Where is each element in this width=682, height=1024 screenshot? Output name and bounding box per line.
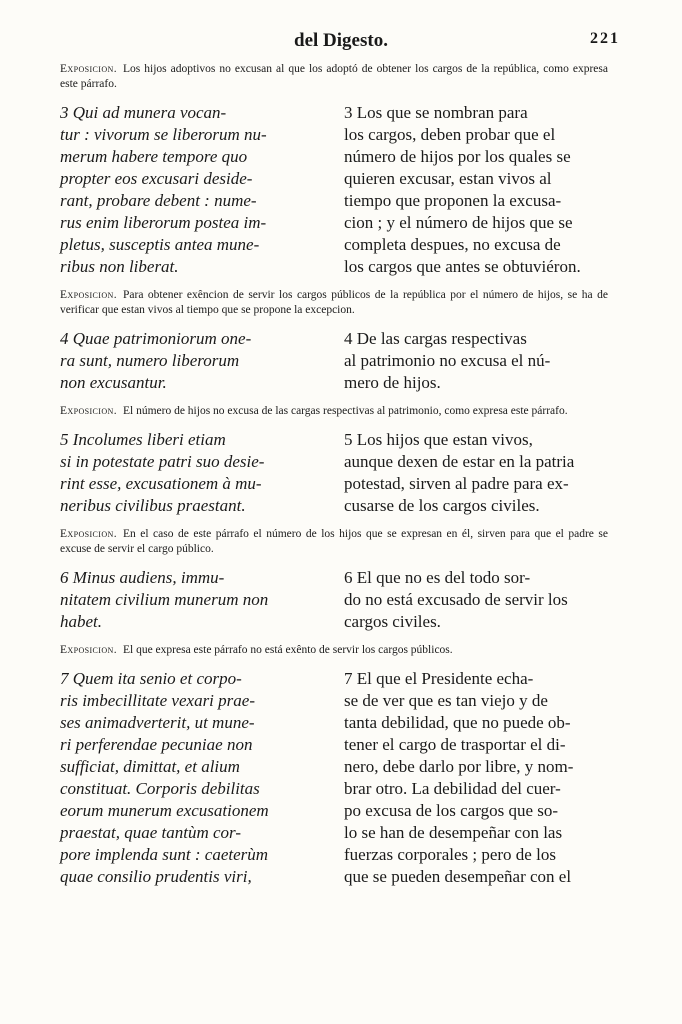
latin-column bbox=[60, 567, 322, 633]
paragraph-pair bbox=[60, 102, 608, 278]
latin-line: rus enim liberorum postea im- bbox=[60, 213, 267, 232]
spanish-line: fuerzas corporales ; pero de los bbox=[344, 845, 556, 864]
latin-line: rint esse, excusationem à mu- bbox=[60, 474, 262, 493]
paragraph-pair bbox=[60, 668, 608, 888]
spanish-line: los cargos que antes se obtuviéron. bbox=[344, 257, 581, 276]
spanish-column bbox=[344, 567, 608, 633]
latin-line: pore implenda sunt : caeterùm bbox=[60, 845, 269, 864]
spanish-line: se de ver que es tan viejo y de bbox=[344, 691, 548, 710]
latin-line: 7 Quem ita senio et corpo- bbox=[60, 669, 242, 688]
spanish-line: 4 De las cargas respectivas bbox=[344, 329, 527, 348]
exposicion-text: Los hijos adoptivos no excusan al que los adoptó de obtener los cargos de la república, como expresa este párrafo. bbox=[60, 63, 608, 90]
latin-line: sufficiat, dimittat, et alium bbox=[60, 757, 240, 776]
spanish-line: que se pueden desempeñar con el bbox=[344, 867, 572, 886]
latin-line: 4 Quae patrimoniorum one- bbox=[60, 329, 252, 348]
latin-column bbox=[60, 668, 322, 888]
exposicion-text: En el caso de este párrafo el número de los hijos que se expresan en él, sirven para que el padre se excuse de servir el cargo público. bbox=[60, 528, 608, 555]
spanish-line: nero, debe darlo por libre, y nom- bbox=[344, 757, 574, 776]
spanish-line: los cargos, deben probar que el bbox=[344, 125, 556, 144]
spanish-column bbox=[344, 668, 608, 888]
spanish-line: lo se han de desempeñar con las bbox=[344, 823, 563, 842]
latin-line: habet. bbox=[60, 612, 103, 631]
exposicion-paragraph bbox=[60, 288, 608, 318]
latin-line: ribus non liberat. bbox=[60, 257, 179, 276]
exposicion-label: Exposicion. bbox=[60, 289, 117, 301]
spanish-line: quieren excusar, estan vivos al bbox=[344, 169, 552, 188]
latin-line: merum habere tempore quo bbox=[60, 147, 248, 166]
spanish-line: aunque dexen de estar en la patria bbox=[344, 452, 575, 471]
latin-line: praestat, quae tantùm cor- bbox=[60, 823, 241, 842]
latin-line: constituat. Corporis debilitas bbox=[60, 779, 260, 798]
latin-line: ra sunt, numero liberorum bbox=[60, 351, 240, 370]
spanish-line: tener el cargo de trasportar el di- bbox=[344, 735, 566, 754]
latin-line: propter eos excusari deside- bbox=[60, 169, 253, 188]
exposicion-text: El que expresa este párrafo no está exênto de servir los cargos públicos. bbox=[122, 644, 453, 656]
exposicion-label: Exposicion. bbox=[60, 63, 117, 75]
spanish-line: tiempo que proponen la excusa- bbox=[344, 191, 562, 210]
paragraph-pair bbox=[60, 429, 608, 517]
spanish-line: cusarse de los cargos civiles. bbox=[344, 496, 540, 515]
exposicion-label: Exposicion. bbox=[60, 528, 117, 540]
exposicion-paragraph bbox=[60, 404, 608, 419]
latin-line: ri perferendae pecuniae non bbox=[60, 735, 253, 754]
latin-column bbox=[60, 429, 322, 517]
latin-line: 3 Qui ad munera vocan- bbox=[60, 103, 227, 122]
spanish-column bbox=[344, 429, 608, 517]
latin-line: 5 Incolumes liberi etiam bbox=[60, 430, 226, 449]
spanish-column bbox=[344, 102, 608, 278]
latin-column bbox=[60, 102, 322, 278]
running-title: del Digesto. bbox=[294, 30, 388, 51]
spanish-line: potestad, sirven al padre para ex- bbox=[344, 474, 569, 493]
latin-line: eorum munerum excusationem bbox=[60, 801, 269, 820]
latin-line: 6 Minus audiens, immu- bbox=[60, 568, 225, 587]
spanish-line: al patrimonio no excusa el nú- bbox=[344, 351, 551, 370]
exposicion-label: Exposicion. bbox=[60, 405, 117, 417]
exposicion-label: Exposicion. bbox=[60, 644, 117, 656]
latin-line: nitatem civilium munerum non bbox=[60, 590, 269, 609]
latin-line: quae consilio prudentis viri, bbox=[60, 867, 252, 886]
latin-line: ses animadverterit, ut mune- bbox=[60, 713, 255, 732]
latin-line: rant, probare debent : nume- bbox=[60, 191, 257, 210]
spanish-line: mero de hijos. bbox=[344, 373, 441, 392]
latin-line: ris imbecillitate vexari prae- bbox=[60, 691, 255, 710]
latin-line: pletus, susceptis antea mune- bbox=[60, 235, 260, 254]
spanish-line: número de hijos por los quales se bbox=[344, 147, 571, 166]
exposicion-text: Para obtener exêncion de servir los cargos públicos de la república por el número de hijos, se ha de verificar que estan vivos al tiempo que se propone la excepcion. bbox=[60, 289, 608, 316]
spanish-line: 6 El que no es del todo sor- bbox=[344, 568, 531, 587]
paragraph-pair bbox=[60, 567, 608, 633]
spanish-line: do no está excusado de servir los bbox=[344, 590, 568, 609]
latin-line: neribus civilibus praestant. bbox=[60, 496, 246, 515]
paragraph-pair bbox=[60, 328, 608, 394]
page-number: 221 bbox=[590, 30, 620, 47]
spanish-line: cargos civiles. bbox=[344, 612, 441, 631]
spanish-line: brar otro. La debilidad del cuer- bbox=[344, 779, 561, 798]
latin-line: non excusantur. bbox=[60, 373, 167, 392]
exposicion-text: El número de hijos no excusa de las cargas respectivas al patrimonio, como expresa este párrafo. bbox=[122, 405, 568, 417]
spanish-line: cion ; y el número de hijos que se bbox=[344, 213, 573, 232]
spanish-line: po excusa de los cargos que so- bbox=[344, 801, 559, 820]
latin-line: si in potestate patri suo desie- bbox=[60, 452, 265, 471]
exposicion-paragraph bbox=[60, 643, 608, 658]
spanish-line: tanta debilidad, que no puede ob- bbox=[344, 713, 571, 732]
page-body bbox=[60, 62, 608, 898]
spanish-column bbox=[344, 328, 608, 394]
spanish-line: completa despues, no excusa de bbox=[344, 235, 561, 254]
latin-line: tur : vivorum se liberorum nu- bbox=[60, 125, 267, 144]
exposicion-paragraph bbox=[60, 527, 608, 557]
exposicion-paragraph bbox=[60, 62, 608, 92]
spanish-line: 5 Los hijos que estan vivos, bbox=[344, 430, 533, 449]
spanish-line: 3 Los que se nombran para bbox=[344, 103, 528, 122]
latin-column bbox=[60, 328, 322, 394]
page-header bbox=[0, 22, 682, 52]
spanish-line: 7 El que el Presidente echa- bbox=[344, 669, 534, 688]
